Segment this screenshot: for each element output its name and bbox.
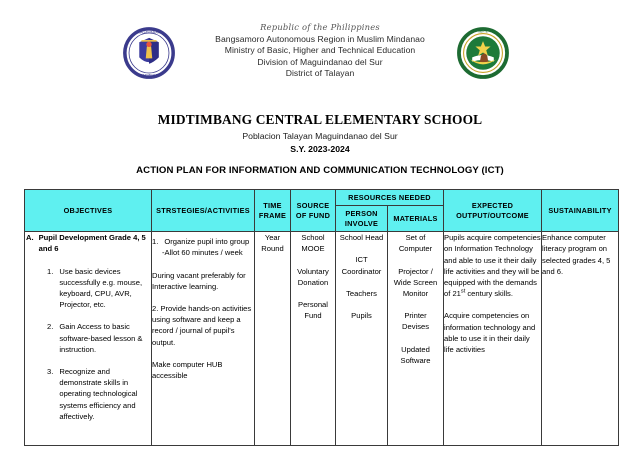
time-frame-values xyxy=(257,232,288,254)
table-header xyxy=(25,190,619,232)
expected-output-paragraph-1 xyxy=(444,232,541,299)
cell-expected-output xyxy=(444,232,542,446)
list-item xyxy=(25,266,151,311)
cell-time-frame xyxy=(255,232,291,446)
expected-output-p1-text: Pupils acquire competencies on Information Technology and able to use it their daily life activities and they will be equipped with the demands of 21 xyxy=(444,233,541,299)
cell-strategies xyxy=(152,232,255,446)
strategy-subnote: -Allot 60 minutes / week xyxy=(162,248,243,258)
strategy-item-2: 2. Provide hands-on activities using software and keep a record / journal of pupil's output. xyxy=(152,304,252,347)
column-header-objectives: OBJECTIVES xyxy=(25,190,152,232)
objective-number: 3. xyxy=(47,367,54,377)
person-involve-value: Teachers xyxy=(346,288,377,298)
objective-text: Gain Access to basic software-based lesson & instruction. xyxy=(59,322,143,354)
action-plan-table xyxy=(24,189,619,446)
cell-sustainability xyxy=(542,232,619,446)
objectives-section-mark: A. xyxy=(26,233,34,243)
column-header-time-frame-line2: FRAME xyxy=(258,210,287,220)
cell-source-of-fund xyxy=(291,232,336,446)
column-header-source-of-fund xyxy=(291,190,336,232)
objectives-section-heading xyxy=(25,232,151,254)
action-plan-table-wrapper xyxy=(24,189,618,446)
column-header-sustainability: SUSTAINABILITY xyxy=(542,190,619,232)
column-header-time-frame xyxy=(255,190,291,232)
agency-line-republic: Republic of the Philippines xyxy=(260,22,380,32)
materials-value: Set of Computer xyxy=(398,233,433,254)
deped-seal-icon xyxy=(122,26,176,80)
table-body xyxy=(25,232,619,446)
source-of-fund-value: Voluntary Donation xyxy=(297,266,329,287)
objectives-list xyxy=(25,266,151,422)
agency-line-district: District of Talayan xyxy=(285,68,355,79)
school-name: MIDTIMBANG CENTRAL ELEMENTARY SCHOOL xyxy=(157,112,483,127)
agency-line-region: Bangsamoro Autonomous Region in Muslim Mindanao xyxy=(215,33,425,44)
strategy-item-3: Make computer HUB accessible xyxy=(152,359,223,381)
agency-line-ministry: Ministry of Basic, Higher and Technical Education xyxy=(224,45,416,56)
column-header-source-of-fund-line1: SOURCE xyxy=(296,201,330,211)
expected-output-p1-tail: century skills. xyxy=(465,289,513,299)
expected-output-ordinal-suffix: st xyxy=(460,288,466,295)
person-involve-value: ICT Coordinator xyxy=(341,255,382,276)
cell-person-involve xyxy=(336,232,388,446)
strategy-item-1 xyxy=(152,236,254,247)
mbhte-barmm-seal-icon xyxy=(456,26,510,80)
strategy-note: During vacant preferably for Interactive learning. xyxy=(152,270,246,291)
list-item xyxy=(25,321,151,355)
svg-text:REPUBLIKA: REPUBLIKA xyxy=(140,73,158,78)
cell-objectives xyxy=(25,232,152,446)
column-header-source-of-fund-line2: OF FUND xyxy=(295,210,331,220)
column-header-expected-output-line2: OUTPUT/OUTCOME xyxy=(456,210,529,220)
column-header-expected-output-line1: EXPECTED xyxy=(471,201,514,211)
time-frame-value: Year Round xyxy=(261,233,284,254)
column-header-person-involve xyxy=(336,206,388,232)
column-header-materials: MATERIALS xyxy=(388,206,444,232)
source-of-fund-values xyxy=(293,232,333,321)
column-header-strategies: STRSTEGIES/ACTIVITIES xyxy=(152,190,255,232)
person-involve-values xyxy=(338,232,385,321)
materials-value: Projector / Wide Screen Monitor xyxy=(393,266,438,299)
sustainability-text: Enhance computer literacy program on selected grades 4, 5 and 6. xyxy=(542,233,611,276)
column-header-expected-output xyxy=(444,190,542,232)
cell-materials xyxy=(388,232,444,446)
person-involve-value: School Head xyxy=(339,233,384,243)
column-header-person-involve-line2: INVOLVE xyxy=(344,218,379,228)
page-title: ACTION PLAN FOR INFORMATION AND COMMUNICATION TECHNOLOGY (ICT) xyxy=(136,165,504,176)
materials-value: Printer Devises xyxy=(402,311,430,332)
objective-number: 2. xyxy=(47,322,54,332)
objective-text: Use basic devices successfully e.g. mouse, keyboard, CPU, AVR, Projector, etc. xyxy=(59,266,143,310)
agency-heading xyxy=(0,22,640,80)
svg-text:BARMM: BARMM xyxy=(476,74,490,79)
school-year: S.Y. 2023-2024 xyxy=(290,144,350,154)
objectives-section-title: Pupil Development Grade 4, 5 and 6 xyxy=(38,233,146,254)
svg-text:KAGAWARAN: KAGAWARAN xyxy=(137,30,161,35)
list-item xyxy=(25,366,151,422)
expected-output-paragraph-2: Acquire competencies on information technology and able to use it in their daily life activities xyxy=(444,311,536,355)
strategy-block-1 xyxy=(152,236,254,258)
source-of-fund-value: School MOOE xyxy=(301,233,325,254)
school-address: Poblacion Talayan Maguindanao del Sur xyxy=(242,131,398,141)
source-of-fund-value: Personal Fund xyxy=(298,300,328,321)
svg-text:MBHTE: MBHTE xyxy=(478,30,488,34)
materials-values xyxy=(390,232,441,366)
materials-value: Updated Software xyxy=(400,344,431,365)
table-header-row-1 xyxy=(25,190,619,206)
column-header-person-involve-line1: PERSON xyxy=(345,209,378,219)
column-header-time-frame-line1: TIME xyxy=(263,201,282,211)
column-header-resources-needed: RESOURCES NEEDED xyxy=(336,190,444,206)
objective-text: Recognize and demonstrate skills in operating technological systems efficiency and affectively. xyxy=(59,367,138,421)
objective-number: 1. xyxy=(47,266,54,276)
strategy-text: Organize pupil into group xyxy=(164,237,250,247)
letterhead xyxy=(0,0,640,100)
table-row xyxy=(25,232,619,446)
agency-line-division: Division of Maguindanao del Sur xyxy=(257,56,383,67)
school-identification xyxy=(0,112,640,154)
person-involve-value: Pupils xyxy=(351,311,372,321)
strategy-number: 1. xyxy=(152,237,159,247)
